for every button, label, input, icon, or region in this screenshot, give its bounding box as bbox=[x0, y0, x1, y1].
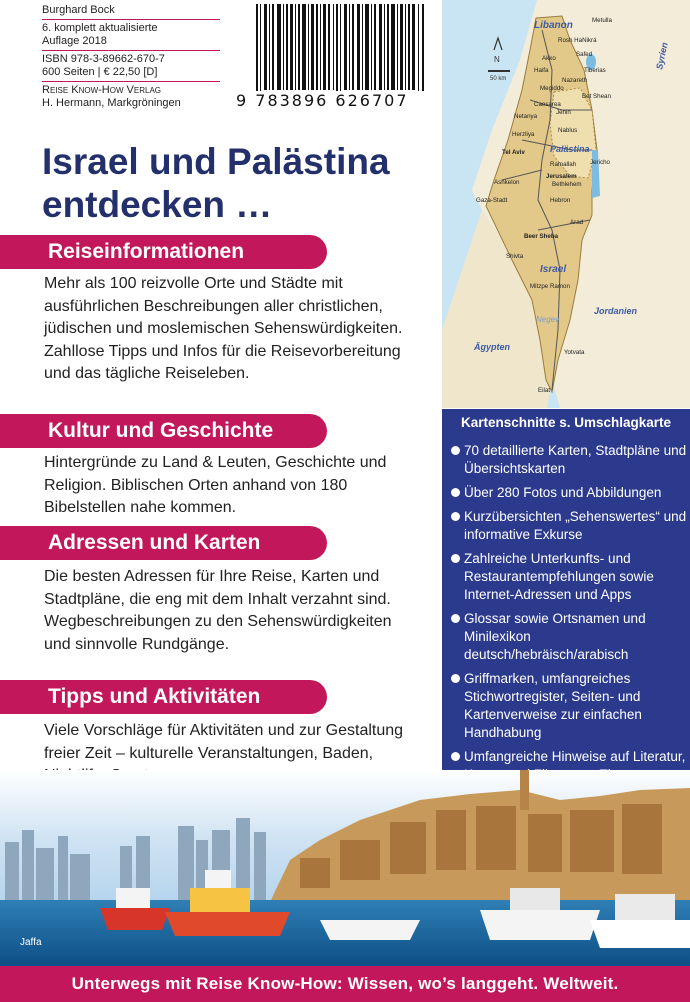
section-title: Adressen und Karten bbox=[48, 531, 261, 554]
map-label-nazareth: Nazareth bbox=[562, 77, 588, 84]
map-label-megiddo: Megiddo bbox=[540, 85, 564, 92]
section-text-reiseinformationen bbox=[44, 273, 416, 386]
map-label-bethlehem: Bethlehem bbox=[552, 181, 582, 188]
map-graphic bbox=[442, 0, 690, 408]
paragraph: Zahllose Tipps und Infos für die Reisevorbereitung und das tägliche Reiseleben. bbox=[44, 342, 401, 382]
features-list-box bbox=[442, 436, 690, 806]
map-label-herzliya: Herzliya bbox=[512, 131, 535, 138]
map-label-libanon: Libanon bbox=[534, 20, 573, 31]
map-label-mitzperamon: Mitzpe Ramon bbox=[530, 283, 570, 290]
map-label-negev: Negev bbox=[536, 315, 560, 324]
map-label-betshean: Bet Shean bbox=[582, 93, 611, 100]
bullet-icon bbox=[451, 512, 460, 521]
map-label-hebron: Hebron bbox=[550, 197, 571, 204]
map-label-ashkelon: Ashkelon bbox=[494, 179, 520, 186]
map-label-jordanien: Jordanien bbox=[594, 306, 638, 316]
paragraph: Wegbeschreibungen zu den Sehenswürdigkeiten und sinnvolle Rundgänge. bbox=[44, 613, 392, 653]
bullet-icon bbox=[451, 674, 460, 683]
map-label-jenin: Jenin bbox=[556, 109, 571, 116]
bullet-icon bbox=[451, 554, 460, 563]
bullet-icon bbox=[451, 446, 460, 455]
photo-graphic bbox=[0, 770, 690, 966]
title-line-2: entdecken … bbox=[42, 184, 273, 225]
page-title bbox=[42, 140, 432, 226]
photo-caption: Jaffa bbox=[20, 937, 42, 948]
map-label-safed: Safed bbox=[576, 51, 593, 58]
barcode-digits: 9 783896 626707 bbox=[236, 91, 436, 110]
edition-line-2: Auflage 2018 bbox=[42, 35, 107, 47]
map-label-jerusalem: Jerusalem bbox=[546, 173, 577, 180]
book-meta bbox=[42, 4, 220, 110]
bullet-icon bbox=[451, 488, 460, 497]
list-item bbox=[442, 610, 690, 664]
map-label-netanya: Netanya bbox=[514, 113, 538, 120]
map-label-yotvata: Yotvata bbox=[564, 349, 585, 356]
map-label-shivta: Shivta bbox=[506, 253, 524, 260]
divider bbox=[42, 81, 220, 82]
clock-tower bbox=[520, 770, 529, 810]
map-label-palaestina: Palästina bbox=[550, 144, 590, 154]
north-label: N bbox=[494, 55, 500, 64]
map-label-nablus: Nablus bbox=[558, 127, 578, 134]
feature-text: Kurzübersichten „Sehenswertes“ und informative Exkurse bbox=[464, 509, 687, 542]
map-label-israel: Israel bbox=[540, 264, 567, 275]
map-label-caesarea: Caesarea bbox=[534, 101, 561, 108]
barcode bbox=[254, 4, 429, 104]
map-label-rosh: Rosh HaNikrá bbox=[558, 37, 597, 44]
section-banner-reiseinformationen bbox=[0, 235, 327, 269]
section-banner-adressen bbox=[0, 526, 327, 560]
list-item bbox=[442, 484, 690, 502]
features-list bbox=[442, 436, 690, 808]
scale-bar bbox=[488, 70, 510, 72]
map-label-tiberias: Tiberias bbox=[584, 67, 606, 74]
footer-slogan: Unterwegs mit Reise Know-How: Wissen, wo’s langgeht. Weltweit. bbox=[0, 966, 690, 1002]
feature-text: Glossar sowie Ortsnamen und Minilexikon deutsch/hebräisch/arabisch bbox=[464, 611, 646, 662]
section-title: Kultur und Geschichte bbox=[48, 419, 274, 442]
author: Burghard Bock bbox=[42, 4, 115, 16]
section-text-adressen bbox=[44, 566, 416, 656]
map-label-gaza: Gaza-Stadt bbox=[476, 197, 508, 204]
feature-text: Griffmarken, umfangreiches Stichwortregister, Seiten- und Kartenverweise zur einfachen Handhabung bbox=[464, 671, 642, 740]
publisher-address: H. Hermann, Markgröningen bbox=[42, 97, 181, 109]
section-text-kultur bbox=[44, 452, 416, 520]
paragraph: Viele Vorschläge für Aktivitäten und zur Gestaltung freier Zeit – kulturelle Veranstaltungen, Baden, bbox=[44, 722, 404, 762]
scale-label: 50 km bbox=[490, 76, 507, 82]
bullet-icon bbox=[451, 614, 460, 623]
map-label-arad: Arad bbox=[570, 219, 584, 226]
map-label-telaviv: Tel Aviv bbox=[502, 149, 525, 156]
feature-text: Über 280 Fotos und Abbildungen bbox=[464, 485, 662, 500]
map-label-akko: Akko bbox=[542, 55, 556, 62]
paragraph: Mehr als 100 reizvolle Orte und Städte mit ausführlichen Beschreibungen aller christlichen, jüdischen und moslemischen Sehenswürdigkeiten. bbox=[44, 275, 403, 337]
title-line-1: Israel und Palästina bbox=[42, 141, 390, 182]
jaffa-harbour-photo bbox=[0, 770, 690, 966]
feature-text: Umfangreiche Hinweise auf Literatur, bbox=[464, 749, 686, 764]
map-label-metulla: Metulla bbox=[592, 17, 612, 24]
list-item bbox=[442, 442, 690, 478]
feature-text: Zahlreiche Unterkunfts- und Restaurantempfehlungen sowie Internet-Adressen und Apps bbox=[464, 551, 654, 602]
bullet-icon bbox=[451, 752, 460, 761]
map-label-jericho: Jericho bbox=[590, 159, 610, 166]
section-banner-kultur bbox=[0, 414, 327, 448]
map-label-aegypten: Ägypten bbox=[474, 342, 510, 352]
section-title: Reiseinformationen bbox=[48, 240, 245, 263]
list-item bbox=[442, 508, 690, 544]
map-label-haifa: Haifa bbox=[534, 67, 549, 74]
pages-price: 600 Seiten | € 22,50 [D] bbox=[42, 66, 158, 78]
map-label-syrien: Syrien bbox=[654, 41, 670, 71]
divider bbox=[42, 50, 220, 51]
kartenschnitte-heading: Kartenschnitte s. Umschlagkarte bbox=[442, 409, 690, 436]
divider bbox=[42, 19, 220, 20]
list-item bbox=[442, 670, 690, 742]
paragraph: Die besten Adressen für Ihre Reise, Karten und Stadtpläne, die eng mit dem Inhalt verzahnt sind. bbox=[44, 568, 391, 608]
edition-line-1: 6. komplett aktualisierte bbox=[42, 22, 158, 34]
paragraph: Hintergründe zu Land & Leuten, Geschichte und Religion. Biblischen Orten anhand von 180 Bibelstellen nahe kommen. bbox=[44, 454, 387, 516]
section-title: Tipps und Aktivitäten bbox=[48, 685, 261, 708]
region-map bbox=[442, 0, 690, 408]
feature-text: 70 detaillierte Karten, Stadtpläne und Übersichtskarten bbox=[464, 443, 687, 476]
section-banner-tipps bbox=[0, 680, 327, 714]
map-label-eilat: Eilat bbox=[538, 387, 551, 394]
list-item bbox=[442, 550, 690, 604]
publisher: Reise Know-How Verlag bbox=[42, 84, 162, 96]
map-label-ramallah: Ramallah bbox=[550, 161, 577, 168]
map-label-beersheba: Beer Sheba bbox=[524, 233, 559, 240]
isbn: ISBN 978-3-89662-670-7 bbox=[42, 53, 165, 65]
